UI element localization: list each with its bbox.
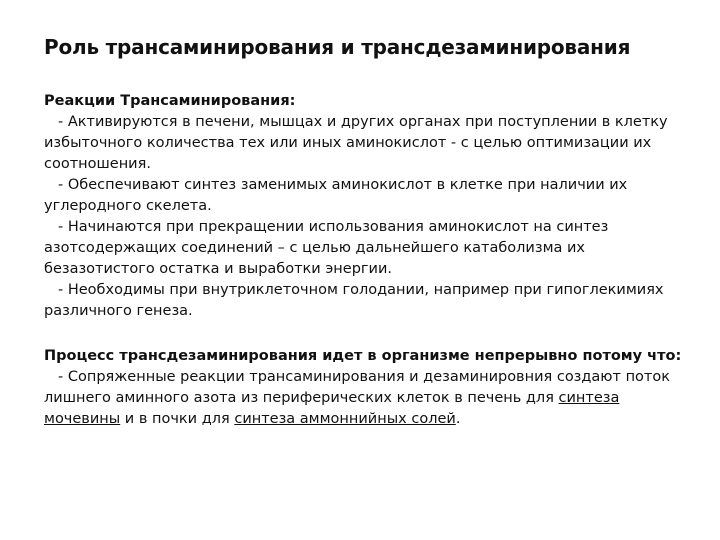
section-spacer (44, 322, 684, 346)
urea-synthesis-link[interactable]: синтеза мочевины (44, 390, 620, 427)
transamination-item-4 (44, 280, 684, 322)
bullet-dash: - (58, 219, 64, 235)
transamination-item-1 (44, 112, 684, 175)
transdeamination-item-text-2: и в почки для (120, 411, 235, 427)
bullet-dash: - (58, 369, 64, 385)
bullet-dash: - (58, 177, 64, 193)
transamination-heading: Реакции Трансаминирования: (44, 93, 296, 109)
transamination-item-2-text: Обеспечивают синтез заменимых аминокислот в клетке при наличии их углеродного скелета. (44, 177, 628, 214)
transdeamination-item-text-1: Сопряженные реакции трансаминирования и дезаминировния создают поток лишнего аминного азота из периферических клеток в печень для (44, 369, 670, 406)
transamination-item-1-text: Активируются в печени, мышцах и других органах при поступлении в клетку избыточного количества тех или иных аминокислот - с целью оптимизации их соотношения. (44, 114, 668, 172)
bullet-dash: - (58, 282, 64, 298)
transamination-item-2 (44, 175, 684, 217)
ammonium-salts-synthesis-link[interactable]: синтеза аммоннийных солей (234, 411, 456, 427)
transamination-item-3 (44, 217, 684, 280)
transdeamination-heading: Процесс трансдезаминирования идет в организме непрерывно потому что: (44, 348, 682, 364)
bullet-dash: - (58, 114, 64, 130)
transamination-item-4-text: Необходимы при внутриклеточном голодании, например при гипоглекимиях различного генеза. (44, 282, 664, 319)
transdeamination-item-1 (44, 367, 684, 430)
transdeamination-item-text-3: . (455, 411, 461, 427)
transamination-item-3-text: Начинаются при прекращении использования аминокислот на синтез азотсодержащих соединений – с целью дальнейшего катаболизма их безазотистого остатка и выработки энергии. (44, 219, 609, 277)
slide-title: Роль трансаминирования и трансдезаминирования (44, 35, 631, 59)
